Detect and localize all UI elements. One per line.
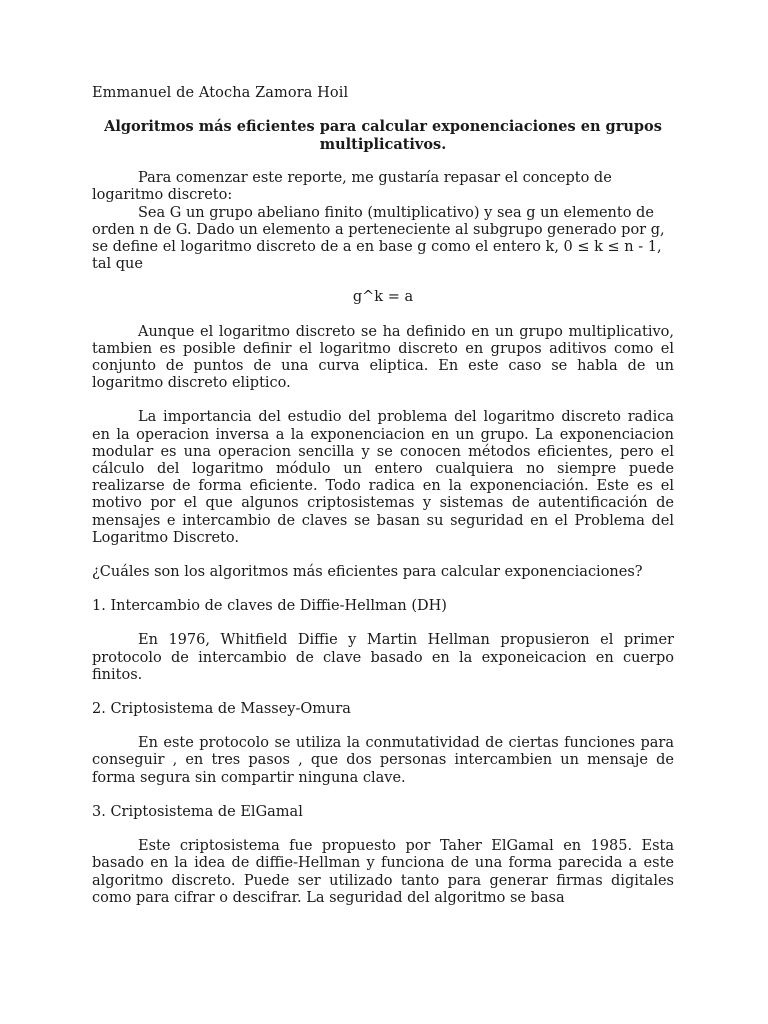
document-title: Algoritmos más eficientes para calcular exponenciaciones en grupos multiplicativos. bbox=[104, 118, 662, 153]
elliptic-paragraph: Aunque el logaritmo discreto se ha definido en un grupo multiplicativo, tambien es posible definir el logaritmo discreto en grupos aditivos como el conjunto de puntos de una curva eliptica. En este caso se habla de un logaritmo discreto eliptico. bbox=[92, 323, 674, 392]
section-heading-massey-omura: 2. Criptosistema de Massey-Omura bbox=[92, 701, 351, 718]
section-body-elgamal: Este criptosistema fue propuesto por Taher ElGamal en 1985. Esta basado en la idea de diffie-Hellman y funciona de una forma parecida a este algoritmo discreto. Puede ser utilizado tanto para generar firmas digitales como para cifrar o descifrar. La seguridad del algoritmo se basa bbox=[92, 838, 674, 906]
importance-paragraph: La importancia del estudio del problema del logaritmo discreto radica en la operacion inversa a la exponenciacion en un grupo. La exponenciacion modular es una operacion sencilla y se conocen métodos eficientes, pero el cálculo del logaritmo módulo un entero cualquiera no siempre puede realizarse de forma eficiente. Todo radica en la exponenciación. Este es el motivo por el que algunos criptosistemas y sistemas de autentificación de mensajes e intercambio de claves se basan su seguridad en el Problema del Logaritmo Discreto. bbox=[92, 409, 674, 546]
section-body-diffie-hellman: En 1976, Whitfield Diffie y Martin Hellman propusieron el primer protocolo de intercambio de clave basado en la exponeicacion en cuerpo finitos. bbox=[92, 632, 674, 683]
formula: g^k = a bbox=[352, 289, 414, 306]
section-body-massey-omura: En este protocolo se utiliza la conmutatividad de ciertas funciones para conseguir , en tres pasos , que dos personas intercambien un mensaje de forma segura sin compartir ninguna clave. bbox=[92, 735, 674, 786]
section-heading-diffie-hellman: 1. Intercambio de claves de Diffie-Hellman (DH) bbox=[92, 598, 447, 615]
question-paragraph: ¿Cuáles son los algoritmos más eficientes para calcular exponenciaciones? bbox=[92, 564, 643, 581]
section-heading-elgamal: 3. Criptosistema de ElGamal bbox=[92, 803, 303, 820]
intro-paragraph: Para comenzar este reporte, me gustaría repasar el concepto de logaritmo discreto: bbox=[92, 170, 612, 204]
definition-paragraph: Sea G un grupo abeliano finito (multiplicativo) y sea g un elemento de orden n de G. Dado un elemento a perteneciente al subgrupo generado por g, se define el logaritmo discreto de a en base g como el entero k, 0 ≤ k ≤ n - 1, tal que bbox=[92, 204, 665, 273]
document-page bbox=[92, 85, 674, 907]
author-name: Emmanuel de Atocha Zamora Hoil bbox=[92, 85, 349, 101]
